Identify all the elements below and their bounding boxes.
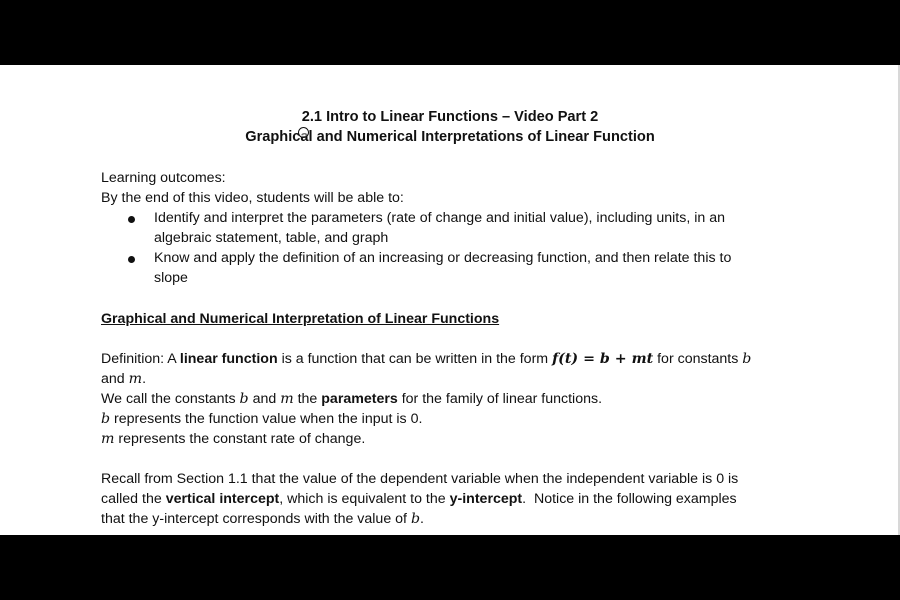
learning-outcomes-heading: Learning outcomes: (101, 170, 226, 186)
parameters-prefix: We call the constants (101, 391, 240, 407)
definition-line2 (101, 369, 146, 389)
math-var-b: b (410, 511, 421, 527)
definition-middle: is a function that can be written in the form (277, 351, 553, 367)
definition-term: linear function (179, 351, 278, 367)
math-var-b: b (101, 411, 111, 427)
parameters-line (101, 389, 602, 409)
bullet-icon (128, 256, 135, 263)
document-title: 2.1 Intro to Linear Functions – Video Part 2 (301, 109, 599, 125)
b-definition-line (101, 409, 422, 429)
recall-line3-prefix: that the y-intercept corresponds with the value of (101, 511, 411, 527)
learning-outcomes-intro: By the end of this video, students will be able to: (101, 190, 404, 206)
definition-prefix: Definition: A (101, 351, 180, 367)
recall-line2-suffix: . Notice in the following examples (522, 491, 737, 507)
outcome-1-line1: Identify and interpret the parameters (rate of change and initial value), including units, in an (154, 210, 725, 226)
y-intercept-term: y-intercept (449, 491, 523, 507)
recall-line2-middle: , which is equivalent to the (279, 491, 450, 507)
recall-line2 (101, 489, 737, 509)
m-definition-text: represents the constant rate of change. (114, 431, 366, 447)
parameters-the: the (293, 391, 322, 407)
definition-suffix: for constants (653, 351, 743, 367)
bullet-icon (128, 216, 135, 223)
document-subtitle: Graphical and Numerical Interpretations of Linear Function (245, 129, 655, 145)
definition-line2-prefix: and (101, 371, 129, 387)
document-page (0, 65, 900, 535)
math-var-b: b (742, 351, 752, 367)
recall-line1: Recall from Section 1.1 that the value of the dependent variable when the independent variable is 0 is (101, 471, 739, 487)
definition-line2-suffix: . (142, 371, 147, 387)
parameters-term: parameters (321, 391, 398, 407)
math-var-m: m (101, 431, 115, 447)
outcome-1-line2: algebraic statement, table, and graph (154, 230, 389, 246)
recall-line3-suffix: . (420, 511, 424, 527)
definition-line1 (101, 349, 751, 369)
math-var-m: m (128, 371, 143, 387)
outcome-2-line2: slope (154, 270, 188, 286)
recall-line2-prefix: called the (101, 491, 166, 507)
vertical-intercept-term: vertical intercept (165, 491, 280, 507)
definition-formula: f(t) = b + mt (552, 351, 654, 367)
math-var-b: b (239, 391, 249, 407)
section-heading: Graphical and Numerical Interpretation of Linear Functions (101, 311, 500, 327)
outcome-2-line1: Know and apply the definition of an increasing or decreasing function, and then relate this to (154, 250, 732, 266)
parameters-and: and (248, 391, 281, 407)
m-definition-line (101, 429, 365, 449)
math-var-m: m (280, 391, 294, 407)
recall-line3 (101, 509, 424, 529)
b-definition-text: represents the function value when the input is 0. (110, 411, 423, 427)
parameters-suffix: for the family of linear functions. (397, 391, 603, 407)
mouse-cursor-circle-icon (298, 127, 309, 138)
